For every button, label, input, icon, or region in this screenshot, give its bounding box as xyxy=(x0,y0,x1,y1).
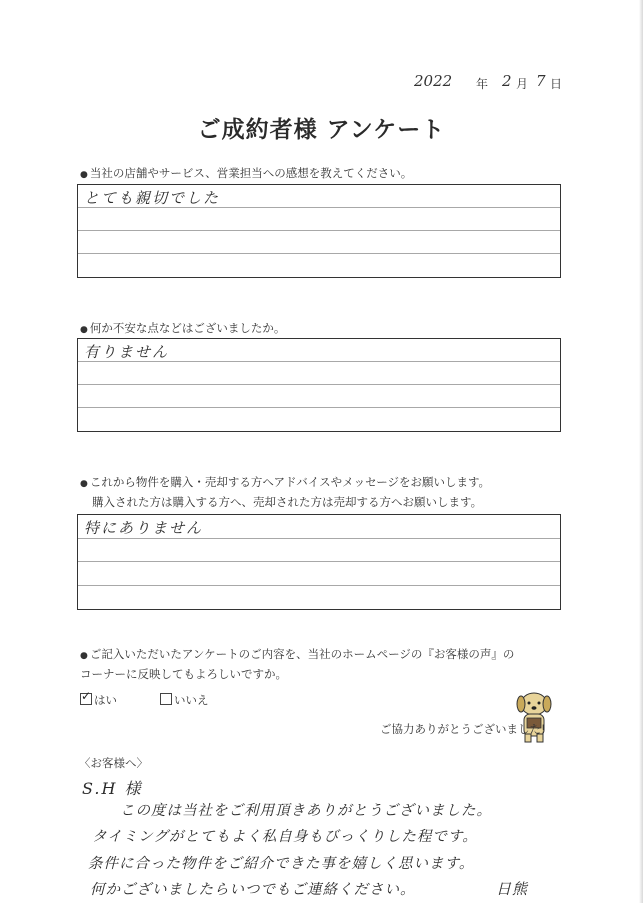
question-4-text-line2: コーナーに反映してもよろしいですか。 xyxy=(80,667,287,681)
customer-section-heading: 〈お客様へ〉 xyxy=(79,756,148,770)
message-line-1: この度は当社をご利用頂きありがとうございました。 xyxy=(120,803,492,819)
bullet-icon: ● xyxy=(80,325,88,335)
bullet-icon: ● xyxy=(80,651,88,661)
question-2-label xyxy=(80,320,285,336)
option-yes-label: はい xyxy=(94,693,117,707)
date-month: 2 xyxy=(502,72,512,90)
checkbox-no[interactable] xyxy=(160,693,172,705)
option-no[interactable] xyxy=(160,692,209,708)
bullet-icon: ● xyxy=(80,170,88,180)
answer-3-box[interactable] xyxy=(77,514,561,610)
answer-1-box[interactable] xyxy=(77,184,561,278)
question-1-label xyxy=(80,165,412,181)
date-day-suffix: 日 xyxy=(550,77,563,91)
rule-line xyxy=(78,538,560,539)
date-month-suffix: 月 xyxy=(516,77,529,91)
question-4-label xyxy=(80,646,514,662)
answer-3-text: 特にありません xyxy=(84,519,204,537)
rule-line xyxy=(78,407,560,408)
rule-line xyxy=(78,230,560,231)
rule-line xyxy=(78,585,560,586)
bullet-icon: ● xyxy=(80,479,88,489)
option-no-label: いいえ xyxy=(174,693,209,707)
rule-line xyxy=(78,384,560,385)
message-line-4: 何かございましたらいつでもご連絡ください。 xyxy=(90,882,416,898)
answer-2-text: 有りません xyxy=(84,343,170,361)
date-field xyxy=(410,70,570,94)
checkbox-yes[interactable] xyxy=(80,689,92,705)
answer-1-text: とても親切でした xyxy=(84,189,221,207)
message-line-3: 条件に合った物件をご紹介できた事を嬉しく思います。 xyxy=(88,856,475,872)
message-line-2: タイミングがとてもよく私自身もびっくりした程です。 xyxy=(92,829,478,845)
date-day: 7 xyxy=(536,72,546,90)
question-3-text: これから物件を購入・売却する方へアドバイスやメッセージをお願いします。 xyxy=(89,475,491,489)
answer-2-box[interactable] xyxy=(77,338,561,432)
question-4-text-line1: ご記入いただいたアンケートのご内容を、当社のホームページの『お客様の声』の xyxy=(89,647,515,661)
question-3-label xyxy=(80,474,490,490)
question-3-subtext: 購入された方は購入する方へ、売却された方は売却する方へお願いします。 xyxy=(92,495,483,509)
rule-line xyxy=(78,253,560,254)
customer-name: S.H 様 xyxy=(82,779,143,798)
date-year-suffix: 年 xyxy=(476,77,489,91)
signature: 日熊 xyxy=(496,880,529,898)
checkmark-icon: ✓ xyxy=(81,689,92,703)
option-yes[interactable] xyxy=(80,689,117,708)
page-title: ご成約者様 アンケート xyxy=(197,117,446,143)
thanks-message: ご協力ありがとうございました! xyxy=(380,722,546,736)
rule-line xyxy=(78,561,560,562)
question-1-text: 当社の店舗やサービス、営業担当への感想を教えてください。 xyxy=(89,166,413,180)
question-2-text: 何か不安な点などはございましたか。 xyxy=(89,321,286,335)
date-year: 2022 xyxy=(414,72,453,90)
